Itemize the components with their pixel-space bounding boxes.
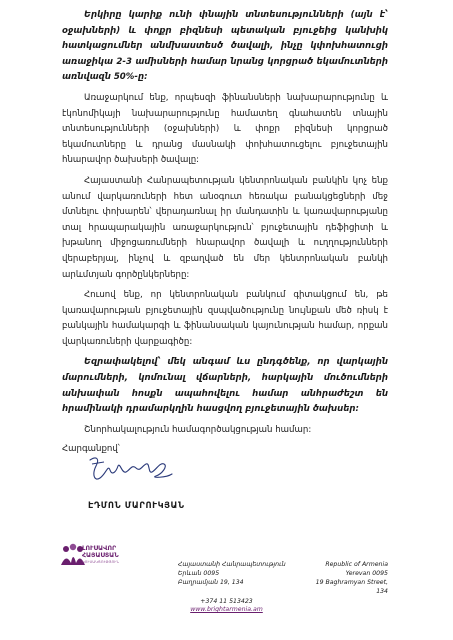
logo-wordmark bbox=[82, 545, 119, 559]
contact-info bbox=[0, 598, 453, 614]
website-link[interactable]: www.brightarmenia.am bbox=[190, 606, 263, 613]
logo-subtitle: ԿՈՒՍԱԿՑՈՒԹՅՈՒՆ bbox=[82, 560, 120, 564]
logo-line-2: ՀԱՅԱՍՏԱՆ bbox=[82, 552, 119, 559]
address-hy-line: Երևան 0095 bbox=[178, 570, 220, 577]
address-en-line: Republic of Armenia bbox=[325, 561, 388, 568]
address-hy-line: Հայաստանի Հանրապետություն bbox=[178, 561, 286, 568]
paragraph-central-bank-call: Հայաստանի Հանրապետության կենտրոնական բանկին կոչ ենք անում վարկառուների հետ անօգուտ հեռակա բանակցեցների մեջ մտնելու փոխարեն՝ վերադառնալ իր մանդատին և կառավարությանը տալ հրապարակային առաջարկություն՝ բյուջետային դեֆիցիտի և խթանող միջոցառումների հնարավոր ծավալի և ուղղությունների վերաբերյալ, ինչով և զբաղված են մեր կենտրոնական բանկի արևմտյան գործընկերները: bbox=[62, 175, 388, 280]
closing-salutation: Հարգանքով՝ bbox=[62, 444, 120, 455]
logo-line-1: ԼՈՒՍԱՎՈՐ bbox=[82, 545, 117, 552]
paragraph-conclusion bbox=[62, 355, 388, 417]
address-armenian bbox=[178, 560, 286, 587]
signer-name: ԷԴՄՈՆ ՄԱՐՈՒԿՅԱՆ bbox=[88, 500, 185, 510]
paragraph-proposal: Առաջարկում ենք, որպեսզի ֆինանսների նախարարությունը և էկոնոմիկայի նախարարությունը համատեղ գնահատեն տնային տնտեսությունների (օջախների) և փոքր բիզնեսի կորցրած եկամուտները և դրանց մասնակի փոխհատուցելու բյուջետային հնարավոր ծախսերի ծավալը: bbox=[62, 92, 388, 166]
phone-number: +374 11 513423 bbox=[200, 598, 253, 605]
conclusion-lead: Եզրափակելով՝ bbox=[84, 357, 161, 368]
paragraph-demand: Երկիրը կարիք ունի փնային տնտեսությունների (այն է՝ օջախների) և փոքր բիզնեսի պետական բյուջեից կանխիկ հատկացումներ անմխաստեսծ ծավալի, ինչը կփոխհատուցի առաջիկա 2-3 ամիսների համար նրանց կորցրած եկամուտների առնվազն 50%-ը: bbox=[62, 10, 388, 83]
paragraph-risk: Հուսով ենք, որ կենտրոնական բանկում գիտակցում են, թե կառավարության բյուջետային զսպվածությունը նույնքան մեծ ռիսկ է բանկային համակարգի և ֆինանսական կայունության համար, որքան վարկառուների վարքագիծը: bbox=[62, 290, 388, 347]
letter-body bbox=[62, 8, 388, 454]
address-hy-line: Բաղրամյան 19, 134 bbox=[178, 579, 244, 586]
conclusion-text: մեկ անգամ ևս ընդգծենք, որ վարկային մարումների, կոմունալ վճարների, հարկային մուծումների անխափան հոսքն ապահովելու համար անհրաժեշտ են հրամինակի դրամարկղին հասցվող բյուջետային ծախսեր: bbox=[62, 357, 388, 415]
address-en-line: Yerevan 0095 bbox=[345, 570, 388, 577]
address-english bbox=[312, 560, 388, 596]
address-en-line: 19 Baghramyan Street, 134 bbox=[315, 579, 388, 595]
paragraph-thanks: Շնորհակալություն համագործակցության համար: bbox=[84, 424, 312, 435]
handwritten-signature bbox=[86, 452, 176, 488]
